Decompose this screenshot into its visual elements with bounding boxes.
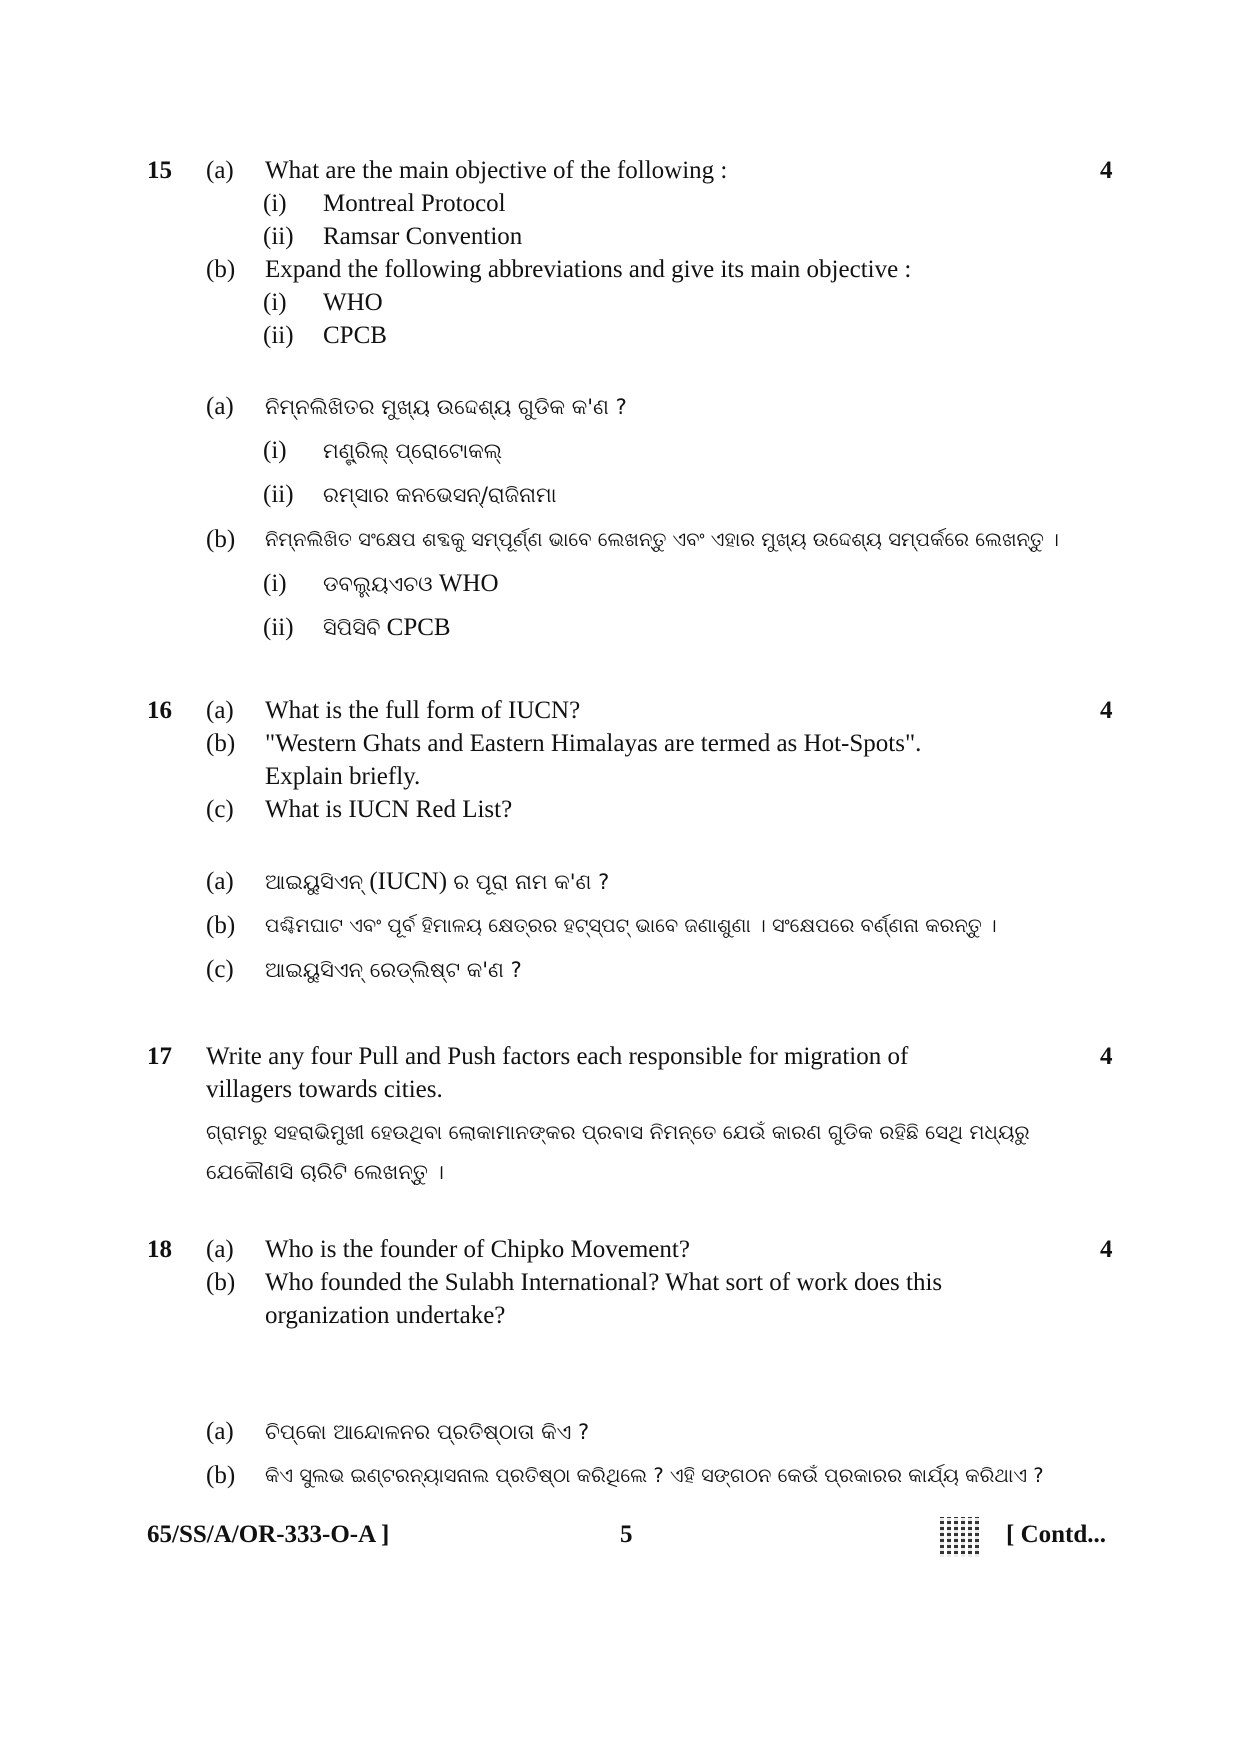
q18-odia-a-label: (a) bbox=[206, 1418, 234, 1445]
q15-a-i-text: Montreal Protocol bbox=[323, 190, 506, 217]
q16-odia-c-text: ଆଇୟୁସିଏନ୍ ରେଡ୍‌ଲିଷ୍ଟ କ'ଣ ? bbox=[265, 958, 522, 982]
q16-odia-b-text: ପଶ୍ଚିମଘାଟ ଏବଂ ପୂର୍ବ ହିମାଳୟ କ୍ଷେତ୍ରର ହଟ୍‌ସ୍ପଟ୍ ଭାବେ ଜଣାଶୁଣା । ସଂକ୍ଷେପରେ ବର୍ଣ୍ଣନା କରନ୍ତୁ । bbox=[265, 914, 997, 937]
q15-number: 15 bbox=[147, 157, 172, 184]
q15-odia-a-ii-text: ରମ୍‌ସାର କନଭେସନ୍/ରାଜିନାମା bbox=[323, 483, 557, 507]
q15-a-i-label: (i) bbox=[263, 190, 287, 217]
q15-b-i-label: (i) bbox=[263, 289, 287, 316]
continued-label: [ Contd... bbox=[1006, 1521, 1107, 1548]
q16-marks: 4 bbox=[1100, 697, 1113, 724]
q15-odia-b-text: ନିମ୍ନଲିଖିତ ସଂକ୍ଷେପ ଶବ୍ଦକୁ ସମ୍ପୂର୍ଣ୍ଣ ଭାବେ ଲେଖନ୍ତୁ ଏବଂ ଏହାର ମୁଖ୍ୟ ଉଦ୍ଦେଶ୍ୟ ସମ୍ପର୍କରେ ଲେଖନ୍ତୁ । bbox=[265, 528, 1059, 551]
q15-odia-b-i-label: (i) bbox=[263, 570, 287, 597]
q15-b-text: Expand the following abbreviations and give its main objective : bbox=[265, 256, 912, 283]
q15-a-label: (a) bbox=[206, 157, 234, 184]
q16-c-text: What is IUCN Red List? bbox=[265, 796, 513, 823]
q15-b-ii-label: (ii) bbox=[263, 322, 294, 349]
q16-c-label: (c) bbox=[206, 796, 234, 823]
q18-b-line2: organization undertake? bbox=[265, 1302, 506, 1329]
q15-odia-b-ii-en: CPCB bbox=[386, 614, 451, 641]
q15-b-i-text: WHO bbox=[323, 289, 383, 316]
q15-odia-a-ii-label: (ii) bbox=[263, 481, 294, 508]
q15-marks: 4 bbox=[1100, 157, 1113, 184]
q18-a-label: (a) bbox=[206, 1236, 234, 1263]
q17-odia-line1: ଗ୍ରାମରୁ ସହରାଭିମୁଖୀ ହେଉଥିବା ଲୋକାମାନଙ୍କର ପ୍ରବାସ ନିମନ୍ତେ ଯେଉଁ କାରଣ ଗୁଡିକ ରହିଛି ସେଥି ମଧ୍ୟରୁ bbox=[206, 1120, 1030, 1144]
q18-b-label: (b) bbox=[206, 1269, 236, 1296]
q16-a-label: (a) bbox=[206, 697, 234, 724]
q15-odia-b-label: (b) bbox=[206, 526, 236, 553]
q18-odia-a-text: ଚିପ୍‌କୋ ଆନ୍ଦୋଳନର ପ୍ରତିଷ୍ଠାତା କିଏ ? bbox=[265, 1420, 590, 1444]
q18-number: 18 bbox=[147, 1236, 172, 1263]
q17-line2: villagers towards cities. bbox=[206, 1076, 443, 1103]
q15-a-ii-label: (ii) bbox=[263, 223, 294, 250]
q16-odia-a-odia2: ର ପୂରା ନାମ କ'ଣ ? bbox=[453, 870, 610, 894]
q15-odia-b-ii-label: (ii) bbox=[263, 614, 294, 641]
q16-b-line1: "Western Ghats and Eastern Himalayas are termed as Hot-Spots". bbox=[265, 730, 922, 757]
q18-odia-b-label: (b) bbox=[206, 1462, 236, 1489]
q16-b-label: (b) bbox=[206, 730, 236, 757]
q15-b-label: (b) bbox=[206, 256, 236, 283]
q15-a-ii-text: Ramsar Convention bbox=[323, 223, 523, 250]
q18-marks: 4 bbox=[1100, 1236, 1113, 1263]
q15-odia-b-ii-odia: ସିପିସିବି bbox=[323, 616, 381, 640]
q15-odia-a-i-label: (i) bbox=[263, 437, 287, 464]
q16-number: 16 bbox=[147, 697, 172, 724]
q16-odia-b-label: (b) bbox=[206, 912, 236, 939]
q15-odia-a-i-text: ମଣ୍ଟ୍ରିଲ୍ ପ୍ରୋଟୋକଲ୍ bbox=[323, 439, 503, 463]
q17-marks: 4 bbox=[1100, 1043, 1113, 1070]
page-number: 5 bbox=[620, 1521, 633, 1548]
q18-b-line1: Who founded the Sulabh International? What sort of work does this bbox=[265, 1269, 943, 1296]
q15-odia-b-i-en: WHO bbox=[438, 570, 499, 597]
q16-odia-a-en: (IUCN) bbox=[369, 868, 448, 895]
q16-odia-a-odia1: ଆଇୟୁସିଏନ୍ bbox=[265, 870, 364, 894]
q15-odia-a-text: ନିମ୍ନଲିଖିତର ମୁଖ୍ୟ ଉଦ୍ଦେଶ୍ୟ ଗୁଡିକ କ'ଣ ? bbox=[265, 395, 627, 419]
paper-code: 65/SS/A/OR-333-O-A ] bbox=[147, 1521, 390, 1548]
q15-a-text: What are the main objective of the following : bbox=[265, 157, 728, 184]
q15-odia-b-i-odia: ଡବଲ୍ୟୁଏଚଓ bbox=[323, 572, 433, 596]
q16-b-line2: Explain briefly. bbox=[265, 763, 421, 790]
q15-odia-a-label: (a) bbox=[206, 393, 234, 420]
q17-odia-line2: ଯେକୌଣସି ଚାରିଟି ଲେଖନ୍ତୁ । bbox=[206, 1160, 444, 1184]
q18-a-text: Who is the founder of Chipko Movement? bbox=[265, 1236, 690, 1263]
q17-line1: Write any four Pull and Push factors each responsible for migration of bbox=[206, 1043, 909, 1070]
q15-b-ii-text: CPCB bbox=[323, 322, 387, 349]
q16-odia-c-label: (c) bbox=[206, 956, 234, 983]
qr-code-icon bbox=[940, 1517, 980, 1557]
q16-odia-a-label: (a) bbox=[206, 868, 234, 895]
q18-odia-b-text: କିଏ ସୁଲଭ ଇଣ୍ଟରନ୍ୟାସନାଲ ପ୍ରତିଷ୍ଠା କରିଥିଲେ ? ଏହି ସଙ୍ଗଠନ କେଉଁ ପ୍ରକାରର କାର୍ଯ୍ୟ କରିଥାଏ ? bbox=[265, 1464, 1044, 1487]
q16-a-text: What is the full form of IUCN? bbox=[265, 697, 581, 724]
q17-number: 17 bbox=[147, 1043, 172, 1070]
